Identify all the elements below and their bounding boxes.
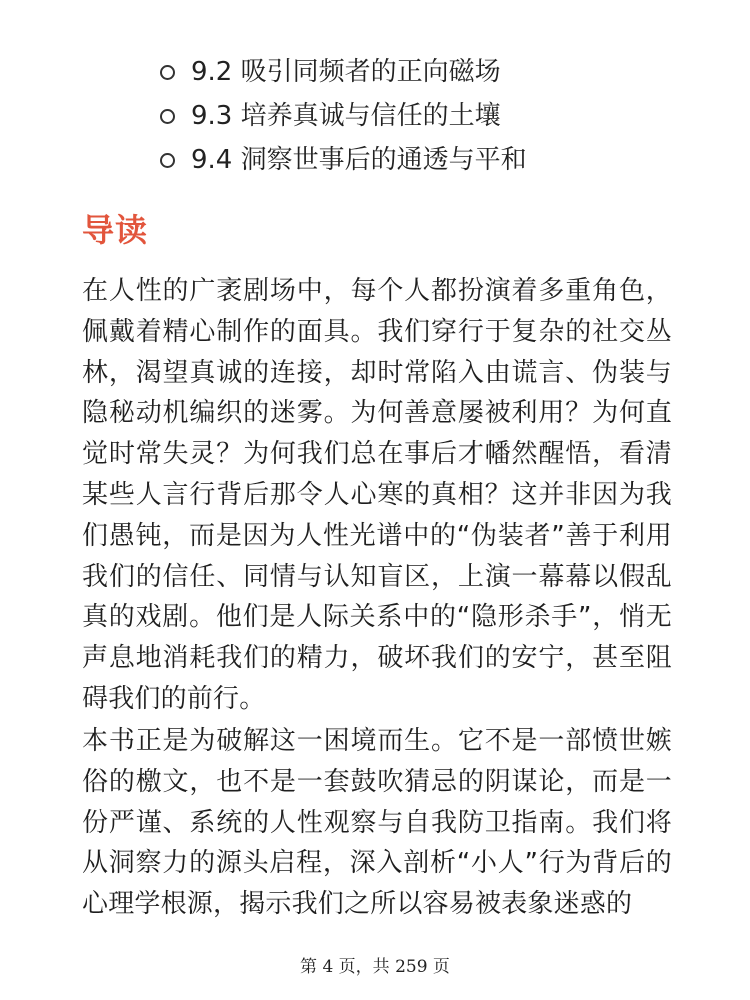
- body-paragraph: 在人性的广袤剧场中，每个人都扮演着多重角色，佩戴着精心制作的面具。我们穿行于复杂的社交丛林，渴望真诚的连接，却时常陷入由谎言、伪装与隐秘动机编织的迷雾。为何善意屡被利用？为何直觉时常失灵？为何我们总在事后才幡然醒悟，看清某些人言行背后那令人心寒的真相？这并非因为我们愚钝，而是因为人性光谱中的“伪装者”善于利用我们的信任、同情与认知盲区，上演一幕幕以假乱真的戏剧。他们是人际关系中的“隐形杀手”，悄无声息地消耗我们的精力，破坏我们的安宁，甚至阻碍我们的前行。: [82, 276, 672, 714]
- section-heading: 导读: [82, 211, 149, 249]
- toc-item-label: 9.4 洞察世事后的通透与平和: [191, 145, 527, 175]
- hollow-circle-bullet-icon: [160, 109, 175, 124]
- page-number-footer: 第 4 页，共 259 页: [300, 957, 450, 977]
- toc-item[interactable]: [160, 138, 720, 182]
- hollow-circle-bullet-icon: [160, 65, 175, 80]
- table-of-contents: [160, 50, 720, 182]
- toc-item-label: 9.2 吸引同频者的正向磁场: [191, 57, 501, 87]
- toc-item[interactable]: [160, 50, 720, 94]
- hollow-circle-bullet-icon: [160, 153, 175, 168]
- body-paragraph: 本书正是为破解这一困境而生。它不是一部愤世嫉俗的檄文，也不是一套鼓吹猜忌的阴谋论，而是一份严谨、系统的人性观察与自我防卫指南。我们将从洞察力的源头启程，深入剖析“小人”行为背后的心理学根源，揭示我们之所以容易被表象迷惑的: [82, 726, 672, 920]
- toc-item-label: 9.3 培养真诚与信任的土壤: [191, 101, 501, 131]
- toc-item[interactable]: [160, 94, 720, 138]
